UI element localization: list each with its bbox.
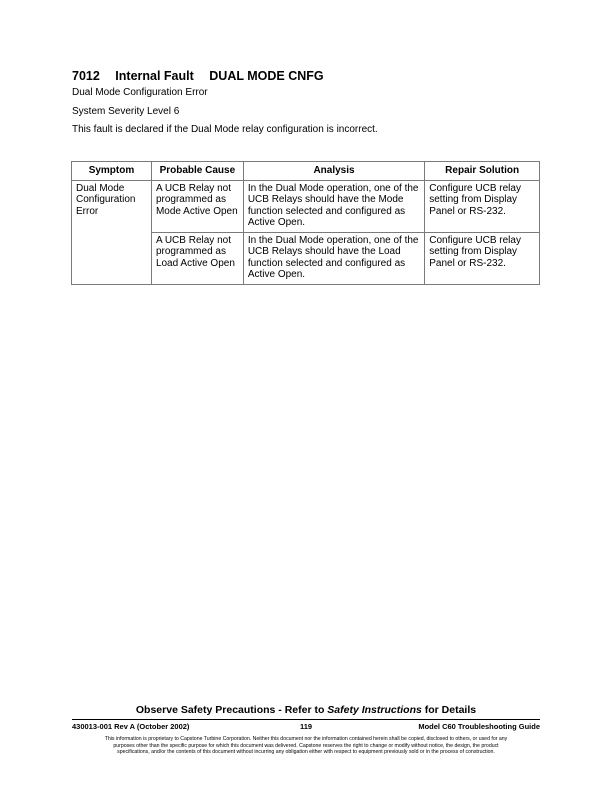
analysis-cell bbox=[243, 232, 424, 284]
table-row bbox=[72, 180, 540, 232]
header-repair-solution: Repair Solution bbox=[425, 162, 540, 181]
text-line: In the Dual Mode operation, one of the bbox=[247, 182, 419, 194]
table-header-row bbox=[72, 162, 540, 181]
fault-type: Internal Fault bbox=[115, 69, 194, 83]
text-line: function selected and configured as bbox=[247, 257, 406, 269]
solution-cell bbox=[425, 232, 540, 284]
text-line: Configure UCB relay bbox=[429, 182, 521, 194]
text-line: setting from Display bbox=[429, 246, 518, 257]
text-line: A UCB Relay not bbox=[155, 182, 231, 194]
safety-text-start: Observe Safety Precautions - Refer to bbox=[135, 704, 328, 716]
disclaimer-line: purposes other than the specific purpose for which this document was delivered. Capstone reserves the right to change or modify without notice, the design, the product bbox=[113, 742, 499, 749]
safety-notice bbox=[0, 704, 612, 716]
cause-cell bbox=[151, 180, 243, 232]
header-probable-cause: Probable Cause bbox=[151, 162, 243, 181]
text-line: Configure UCB relay bbox=[429, 234, 521, 246]
troubleshooting-table bbox=[71, 161, 540, 285]
text-line: In the Dual Mode operation, one of the bbox=[247, 234, 419, 246]
header-symptom: Symptom bbox=[72, 162, 152, 181]
fault-heading bbox=[72, 69, 336, 83]
page-number: 119 bbox=[299, 722, 313, 731]
text-line: Panel or RS-232. bbox=[429, 205, 506, 217]
fault-description: Dual Mode Configuration Error bbox=[72, 87, 208, 98]
text-line: Mode Active Open bbox=[155, 205, 238, 217]
cause-cell bbox=[151, 232, 243, 284]
solution-cell bbox=[425, 180, 540, 232]
text-line: Active Open. bbox=[247, 217, 306, 228]
footer-divider bbox=[72, 719, 540, 720]
text-line: setting from Display bbox=[429, 194, 518, 205]
text-line: Load Active Open bbox=[155, 257, 235, 269]
proprietary-disclaimer bbox=[72, 736, 540, 756]
text-line: Dual Mode bbox=[76, 182, 125, 194]
disclaimer-line: This information is proprietary to Capstone Turbine Corporation. Neither this document nor the information contained herein shall be copied, disclosed to others, or used for any bbox=[104, 736, 508, 742]
text-line: programmed as bbox=[155, 246, 226, 257]
fault-name: DUAL MODE CNFG bbox=[209, 69, 324, 83]
text-line: Panel or RS-232. bbox=[429, 257, 506, 269]
text-line: UCB Relays should have the Mode bbox=[247, 194, 404, 205]
text-line: Configuration bbox=[76, 194, 136, 205]
header-analysis: Analysis bbox=[243, 162, 424, 181]
fault-declaration: This fault is declared if the Dual Mode relay configuration is incorrect. bbox=[72, 124, 378, 135]
symptom-cell bbox=[72, 180, 152, 284]
document-id: 430013-001 Rev A (October 2002) bbox=[72, 722, 190, 731]
severity-level: System Severity Level 6 bbox=[72, 106, 180, 117]
text-line: function selected and configured as bbox=[247, 205, 406, 217]
analysis-cell bbox=[243, 180, 424, 232]
text-line: UCB Relays should have the Load bbox=[247, 246, 401, 257]
safety-text-end: for Details bbox=[421, 704, 477, 716]
disclaimer-line: specifications, and/or the contents of this document without incurring any obligation either with respect to equipment previously sold or in the process of construction. bbox=[117, 749, 495, 756]
text-line: Active Open. bbox=[247, 269, 306, 280]
safety-instructions-reference: Safety Instructions bbox=[327, 704, 422, 716]
text-line: programmed as bbox=[155, 194, 226, 205]
guide-title: Model C60 Troubleshooting Guide bbox=[418, 722, 540, 731]
text-line: A UCB Relay not bbox=[155, 234, 231, 246]
fault-code: 7012 bbox=[72, 69, 100, 83]
text-line: Error bbox=[76, 205, 99, 217]
